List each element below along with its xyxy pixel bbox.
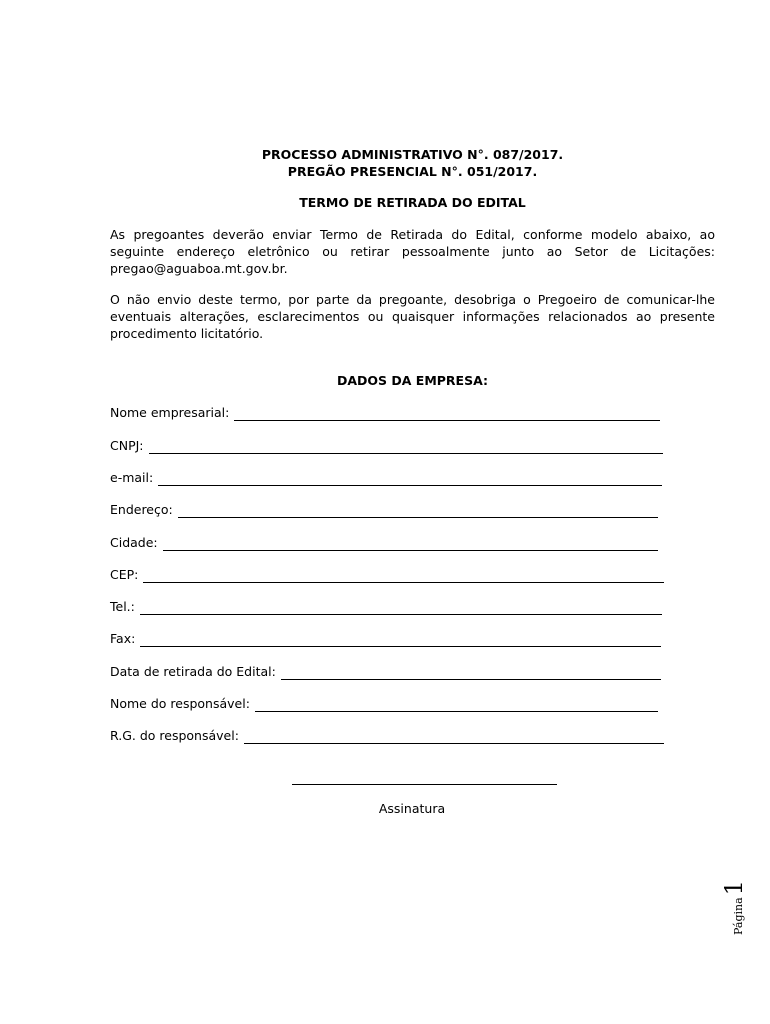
email-field[interactable]: [110, 466, 662, 486]
withdrawal-date-line[interactable]: [281, 665, 661, 680]
company-name-field[interactable]: [110, 401, 660, 421]
fax-line[interactable]: [140, 632, 661, 647]
phone-label: Tel.:: [110, 599, 135, 614]
city-line[interactable]: [163, 536, 658, 551]
address-line[interactable]: [178, 503, 658, 518]
responsible-rg-line[interactable]: [244, 729, 664, 744]
cnpj-field[interactable]: [110, 434, 663, 454]
cep-label: CEP:: [110, 567, 139, 582]
cep-field[interactable]: [110, 563, 664, 583]
page-footer: [720, 880, 770, 935]
responsible-name-label: Nome do responsável:: [110, 696, 250, 711]
signature-line[interactable]: [292, 784, 557, 785]
responsible-name-line[interactable]: [255, 697, 658, 712]
city-label: Cidade:: [110, 535, 158, 550]
responsible-rg-field[interactable]: [110, 724, 664, 744]
phone-field[interactable]: [110, 595, 662, 615]
company-data-heading: DADOS DA EMPRESA:: [336, 373, 489, 388]
cnpj-line[interactable]: [149, 439, 663, 454]
company-name-line[interactable]: [234, 406, 660, 421]
fax-field[interactable]: [110, 627, 661, 647]
responsible-rg-label: R.G. do responsável:: [110, 728, 239, 743]
fax-label: Fax:: [110, 631, 136, 646]
instructions-paragraph: As pregoantes deverão enviar Termo de Retirada do Edital, conforme modelo abaixo, ao seguinte endereço eletrônico ou retirar pessoalmente junto ao Setor de Licitações: pregao@aguaboa.mt.gov.br.: [110, 227, 715, 276]
page-label: Página: [732, 897, 745, 935]
document-subtitle: TERMO DE RETIRADA DO EDITAL: [299, 195, 526, 210]
email-line[interactable]: [158, 471, 662, 486]
phone-line[interactable]: [140, 600, 662, 615]
notice-paragraph: O não envio deste termo, por parte da pregoante, desobriga o Pregoeiro de comunicar-lhe eventuais alterações, esclarecimentos ou quaisquer informações relacionados ao presente procedimento licitatório.: [110, 292, 715, 341]
pregao-number-heading: PREGÃO PRESENCIAL N°. 051/2017.: [287, 164, 538, 179]
city-field[interactable]: [110, 531, 658, 551]
address-field[interactable]: [110, 498, 658, 518]
signature-label: Assinatura: [378, 801, 446, 816]
withdrawal-date-label: Data de retirada do Edital:: [110, 664, 276, 679]
cep-line[interactable]: [143, 568, 664, 583]
page-number: 1: [720, 880, 748, 896]
company-name-label: Nome empresarial:: [110, 405, 230, 420]
process-number-heading: PROCESSO ADMINISTRATIVO N°. 087/2017.: [261, 147, 564, 162]
address-label: Endereço:: [110, 502, 173, 517]
withdrawal-date-field[interactable]: [110, 660, 661, 680]
responsible-name-field[interactable]: [110, 692, 658, 712]
email-label: e-mail:: [110, 470, 154, 485]
cnpj-label: CNPJ:: [110, 438, 144, 453]
